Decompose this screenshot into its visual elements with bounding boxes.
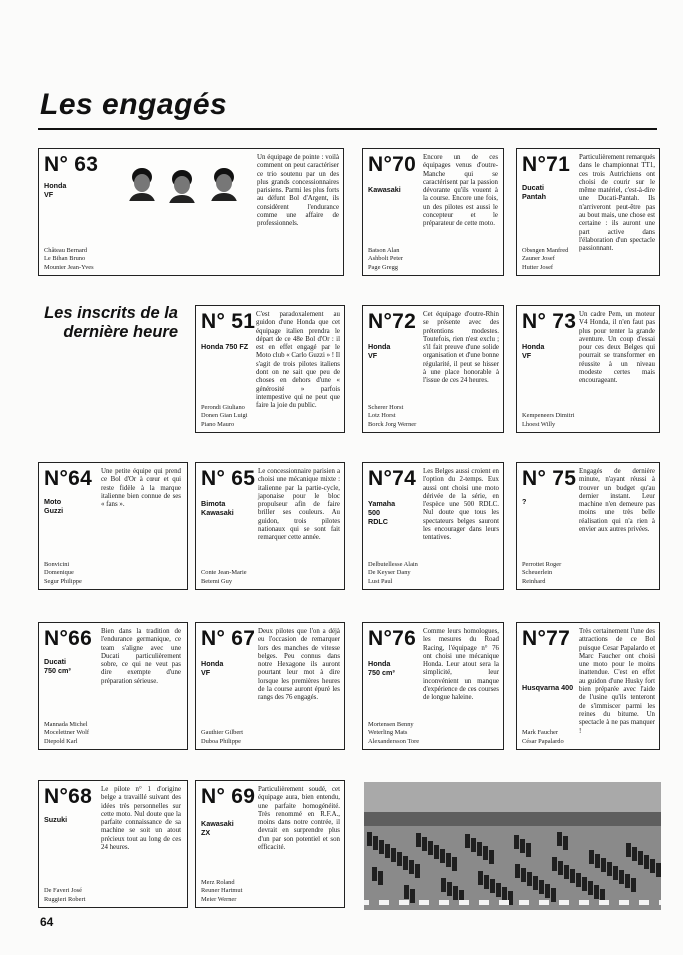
entry-description: Cet équipage d'outre-Rhin se présente avec des prétentions modestes. Toutefois, rien n'est exclu ; s'il fait preuve d'une solide organisation et d'une bonne régularité, il peut se hisser à une place honorable à l'issue de ces 24 heures. — [423, 311, 499, 385]
entry-make: Honda VF — [368, 342, 391, 360]
entry-card — [38, 780, 188, 908]
entry-make: Honda VF — [522, 342, 545, 360]
entry-riders: De Faveri José Ruggieri Robert — [44, 887, 86, 903]
entry-card — [195, 462, 345, 590]
sidebar-heading — [40, 304, 178, 342]
entry-description: Particulièrement soudé, cet équipage aura, bien entendu, une parfaite homogénéité. Très renommé en R.F.A., moins dans notre contrée, il devrait en surprendre plus d'un par son potentiel et son efficacité. — [258, 786, 340, 852]
entry-card — [38, 148, 344, 276]
entry-number: N° 69 — [201, 785, 256, 808]
entry-description: Comme leurs homologues, les mesures du Road Racing, l'équipage n° 76 ont choisi une mécanique Honda. Leur atout sera la simplicité, leur inconvénient un manque d'expérience de ces courses de longue haleine. — [423, 628, 499, 702]
entry-make: Suzuki — [44, 815, 68, 824]
entry-number: N°74 — [368, 467, 417, 490]
entry-make: Moto Guzzi — [44, 497, 64, 515]
entry-number: N° 65 — [201, 467, 256, 490]
entry-make: Ducati 750 cm³ — [44, 657, 71, 675]
entry-card — [516, 305, 660, 433]
entry-riders: Obsngen Manfred Zauner Josef Hutter Josef — [522, 246, 569, 271]
entry-description: Très certainement l'une des attractions de ce Bol puisque Cesar Papalardo et Marc Faucher ont choisi une moto pour le moins inattendue. C'est en effet au guidon d'une Husky fort bien préparée avec l'aide de l'usine qu'ils tenteront de s'immiscer parmi les reines du bitume. Un spectacle à ne pas manquer ! — [579, 628, 655, 735]
entry-number: N°68 — [44, 785, 93, 808]
entry-make: Honda 750 cm³ — [368, 659, 395, 677]
rider-portrait — [207, 163, 237, 201]
entry-card — [516, 622, 660, 750]
entry-identity — [522, 306, 576, 432]
entry-description: Un équipage de pointe : voilà comment on peut caractériser ce trio soutenu par un des plus grands concessionnaires parisiens. Parmi les plus forts au défunt Bol d'Argent, ils considèrent l'endurance comme une affaire de professionnels. — [257, 154, 339, 228]
entry-riders: Mannada Michel Mocelettner Wolf Diepold Karl — [44, 720, 89, 745]
entry-identity — [522, 149, 576, 275]
entry-make: Ducati Pantah — [522, 183, 546, 201]
page-title: Les engagés — [40, 88, 228, 121]
entry-riders: Mortensen Benny Weterling Mats Alexandersson Tore — [368, 720, 420, 745]
entry-identity — [368, 306, 420, 432]
entry-identity — [201, 306, 256, 432]
entry-identity — [522, 463, 576, 589]
entry-card — [38, 462, 188, 590]
entry-number: N° 67 — [201, 627, 256, 650]
entry-description: Le concessionnaire parisien a choisi une mécanique mixte : italienne par la partie-cycle, japonaise pour le bloc propulseur afin de faire briller ses couleurs. Au guidon, trois pilotes nationaux qui se sont fait remarquer cette année. — [258, 468, 340, 542]
entry-riders: Scherer Horst Lotz Horst Borck Jorg Werner — [368, 403, 417, 428]
title-rule — [38, 128, 657, 130]
entry-make: Kawasaki — [368, 185, 401, 194]
entry-number: N°70 — [368, 153, 417, 176]
entry-number: N° 51 — [201, 310, 256, 333]
entry-number: N°66 — [44, 627, 93, 650]
entry-make: Yamaha 500 RDLC — [368, 499, 396, 526]
entry-identity — [201, 623, 255, 749]
entry-description: Un cadre Pem, un moteur V4 Honda, il n'en faut pas plus pour tenter la grande aventure. Un coup d'essai pour ces deux Belges qui pourrait se transformer en réussite à un niveau modeste certes mais encourageant. — [579, 311, 655, 385]
entry-identity — [522, 623, 576, 749]
entry-identity — [368, 623, 420, 749]
entry-make: Bimota Kawasaki — [201, 499, 234, 517]
entry-riders: Conte Jean-Marie Betemi Guy — [201, 569, 247, 585]
entry-description: Une petite équipe qui prend ce Bol d'Or à cœur et qui reste fidèle à la marque italienne bien connue de ses « fans ». — [101, 468, 181, 509]
entry-identity — [368, 463, 420, 589]
entry-number: N°77 — [522, 627, 571, 650]
entry-number: N°76 — [368, 627, 417, 650]
entry-make: ? — [522, 497, 527, 506]
entry-make: Honda VF — [44, 181, 67, 199]
entry-description: C'est paradoxalement au guidon d'une Honda que cet équipage italien prendra le départ de ce 48e Bol d'Or : il est en effet engagé par le Moto club « Carlo Guzzi » ! Il s'agit de trois pilotes italiens dont on ne sait que peu de choses en dehors d'une « générosité » parfois intempestive qui ne peut que faire la joie du public. — [256, 311, 341, 410]
race-start-photo — [364, 782, 661, 910]
entry-riders: Perrottet Roger Scheuerlein Reinhard — [522, 560, 562, 585]
entry-card — [362, 462, 504, 590]
entry-card — [362, 305, 504, 433]
entry-description: Engagés de dernière minute, n'ayant réussi à trouver un budget qu'au dernier instant. Leur machine n'en demeure pas moins une très belle réalisation qui n'a rien à envier aux autres privées. — [579, 468, 655, 534]
entry-identity — [44, 463, 98, 589]
entry-description: Encore un de ces équipages venus d'outre-Manche qui se caractérisent par la passion dévorante qu'ils vouent à la course. Encore une fois, un des pilotes est aussi le concepteur et le préparateur de cette moto. — [423, 154, 498, 228]
entry-identity — [44, 781, 98, 907]
entry-riders: Mark Faucher César Papalardo — [522, 729, 564, 745]
entry-identity — [368, 149, 420, 275]
entry-description: Particulièrement remarqués dans le championnat TT1, ces trois Autrichiens ont choisi de courir sur le même matériel, c'est-à-dire une Ducati-Pantah. Ils n'arriveront peut-être pas au bout mais, une chose est certaine : ils auront une part active dans l'élaboration d'un spectacle passionnant. — [579, 154, 655, 253]
entry-number: N°64 — [44, 467, 93, 490]
entry-identity — [201, 463, 255, 589]
entry-make: Kawasaki ZX — [201, 819, 234, 837]
entry-card — [362, 622, 504, 750]
entry-riders: Château Bernard Le Bihan Bruno Mounier Jean-Yves — [44, 246, 94, 271]
entry-description: Bien dans la tradition de l'endurance germanique, ce team s'aligne avec une Ducati particulièrement sobre, ce qui ne veut pas dire exempte d'une préparation sérieuse. — [101, 628, 181, 685]
page-number: 64 — [40, 915, 54, 929]
sidebar-heading-text: Les inscrits de la dernière heure — [44, 304, 178, 341]
entry-card — [195, 622, 345, 750]
entry-make: Husqvarna 400 — [522, 683, 574, 692]
entry-number: N°72 — [368, 310, 417, 333]
entry-riders: Delbutellesse Alain De Keyser Dany Lust Paul — [368, 560, 418, 585]
entry-riders: Gauthier Gilbert Duboa Philippe — [201, 729, 244, 745]
entry-number: N°71 — [522, 153, 571, 176]
entry-riders: Merz Roland Reuner Hartmut Meier Werner — [201, 878, 243, 903]
entry-number: N° 75 — [522, 467, 577, 490]
entry-make: Honda VF — [201, 659, 224, 677]
entry-card — [516, 462, 660, 590]
entry-riders: Bonvicini Domenique Segur Philippe — [44, 560, 82, 585]
race-start-photo-svg — [364, 782, 661, 910]
entry-card — [195, 305, 345, 433]
entry-number: N° 63 — [44, 153, 99, 176]
entry-description: Les Belges aussi croient en l'option du 2-temps. Eux aussi ont choisi une moto dérivée de la série, en l'espèce une 500 RDLC. Nul doute que tous les spectateurs belges sauront les encourager dans leurs tentatives. — [423, 468, 499, 542]
rider-portrait — [125, 163, 155, 201]
entry-identity — [44, 623, 98, 749]
entry-card — [38, 622, 188, 750]
entry-riders: Kempeneers Dimitri Lhoest Willy — [522, 412, 575, 428]
rider-portrait — [165, 165, 195, 203]
entry-description: Deux pilotes que l'on a déjà eu l'occasion de remarquer lors des manches de vitesse belges. Peu connus dans notre Hexagone ils auront pourtant leur mot à dire lorsque les premières heures de la course auront épuré les rangs des 76 engagés. — [258, 628, 340, 702]
entry-make: Honda 750 FZ — [201, 342, 249, 351]
entry-identity — [201, 781, 255, 907]
entry-riders: Batson Alan Ashbolt Peter Page Gregg — [368, 246, 403, 271]
entry-card — [195, 780, 345, 908]
entry-card — [362, 148, 504, 276]
entry-description: Le pilote n° 1 d'origine belge a travaillé suivant des idées très personnelles sur cette moto. Nul doute que la parfaite connaissance de sa machine se soit un atout précieux tout au long de ces 24 heures. — [101, 786, 181, 852]
entry-card — [516, 148, 660, 276]
entry-riders: Perondi Giuliano Donen Gian Luigi Piano Mauro — [201, 403, 248, 428]
entry-number: N° 73 — [522, 310, 577, 333]
